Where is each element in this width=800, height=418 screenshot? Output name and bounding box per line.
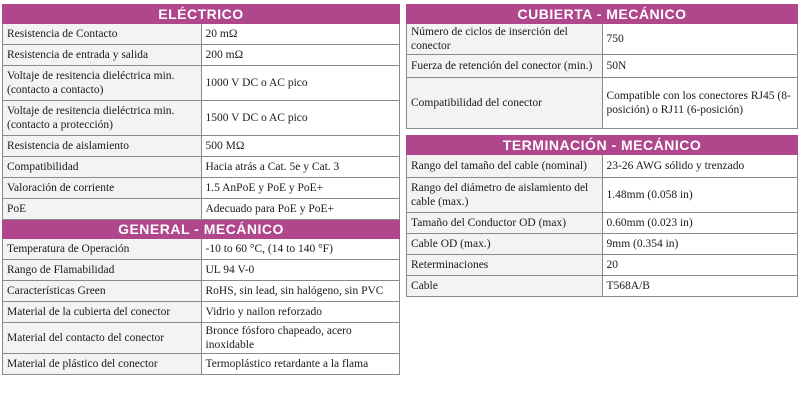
terminacion-header: TERMINACIÓN - MECÁNICO bbox=[407, 136, 798, 155]
spec-value: RoHS, sin lead, sin halógeno, sin PVC bbox=[201, 281, 400, 302]
spec-label: Características Green bbox=[3, 281, 202, 302]
spec-value: Termoplástico retardante a la flama bbox=[201, 354, 400, 375]
table-row bbox=[407, 78, 798, 129]
spec-value: 1000 V DC o AC pico bbox=[201, 66, 400, 101]
spec-label: Resistencia de aislamiento bbox=[3, 136, 202, 157]
spec-value: Compatible con los conectores RJ45 (8-posición) o RJ11 (6-posición) bbox=[602, 78, 798, 129]
table-row bbox=[3, 157, 400, 178]
table-row bbox=[3, 101, 400, 136]
table-row bbox=[3, 323, 400, 354]
spec-value: Bronce fósforo chapeado, acero inoxidable bbox=[201, 323, 400, 354]
spec-value: -10 to 60 °C, (14 to 140 °F) bbox=[201, 239, 400, 260]
spec-value: 1.48mm (0.058 in) bbox=[602, 178, 798, 213]
spec-label: Cable OD (max.) bbox=[407, 234, 603, 255]
spec-label: Rango de Flamabilidad bbox=[3, 260, 202, 281]
table-row bbox=[3, 178, 400, 199]
electrico-table bbox=[2, 4, 400, 375]
electrico-header: ELÉCTRICO bbox=[3, 5, 400, 24]
table-row bbox=[3, 24, 400, 45]
table-row bbox=[407, 24, 798, 55]
spec-value: T568A/B bbox=[602, 276, 798, 297]
table-row bbox=[3, 281, 400, 302]
spec-value: 1.5 AnPoE y PoE y PoE+ bbox=[201, 178, 400, 199]
spec-value: Adecuado para PoE y PoE+ bbox=[201, 199, 400, 220]
right-column bbox=[406, 4, 798, 297]
spec-label: Voltaje de resitencia dieléctrica min. (contacto a protección) bbox=[3, 101, 202, 136]
spec-value: UL 94 V-0 bbox=[201, 260, 400, 281]
spec-label: PoE bbox=[3, 199, 202, 220]
spec-label: Material de la cubierta del conector bbox=[3, 302, 202, 323]
cubierta-header: CUBIERTA - MECÁNICO bbox=[407, 5, 798, 24]
spec-label: Número de ciclos de inserción del conector bbox=[407, 24, 603, 55]
spec-label: Compatibilidad del conector bbox=[407, 78, 603, 129]
cubierta-table bbox=[406, 4, 798, 129]
spec-value: 500 MΩ bbox=[201, 136, 400, 157]
table-row bbox=[407, 276, 798, 297]
spec-value: 50N bbox=[602, 55, 798, 78]
table-row bbox=[3, 260, 400, 281]
table-row bbox=[3, 354, 400, 375]
table-row bbox=[407, 234, 798, 255]
table-row bbox=[407, 55, 798, 78]
spec-value: 750 bbox=[602, 24, 798, 55]
spec-label: Resistencia de Contacto bbox=[3, 24, 202, 45]
table-row bbox=[407, 213, 798, 234]
spec-label: Temperatura de Operación bbox=[3, 239, 202, 260]
table-row bbox=[3, 199, 400, 220]
spec-value: Hacia atrás a Cat. 5e y Cat. 3 bbox=[201, 157, 400, 178]
spec-value: 20 bbox=[602, 255, 798, 276]
table-row bbox=[407, 178, 798, 213]
spec-value: 0.60mm (0.023 in) bbox=[602, 213, 798, 234]
spec-label: Compatibilidad bbox=[3, 157, 202, 178]
spec-label: Material de plástico del conector bbox=[3, 354, 202, 375]
spec-label: Tamaño del Conductor OD (max) bbox=[407, 213, 603, 234]
table-row bbox=[3, 66, 400, 101]
spec-label: Fuerza de retención del conector (min.) bbox=[407, 55, 603, 78]
spec-value: 20 mΩ bbox=[201, 24, 400, 45]
spec-label: Resistencia de entrada y salida bbox=[3, 45, 202, 66]
table-row bbox=[407, 155, 798, 178]
spec-label: Valoración de corriente bbox=[3, 178, 202, 199]
spec-value: 1500 V DC o AC pico bbox=[201, 101, 400, 136]
table-row bbox=[3, 302, 400, 323]
table-row bbox=[3, 136, 400, 157]
spec-label: Rango del diámetro de aislamiento del cable (max.) bbox=[407, 178, 603, 213]
table-row bbox=[3, 45, 400, 66]
spec-label: Material del contacto del conector bbox=[3, 323, 202, 354]
table-row bbox=[407, 255, 798, 276]
spec-value: 200 mΩ bbox=[201, 45, 400, 66]
spec-label: Rango del tamaño del cable (nominal) bbox=[407, 155, 603, 178]
spec-value: 23-26 AWG sólido y trenzado bbox=[602, 155, 798, 178]
general-header: GENERAL - MECÁNICO bbox=[3, 220, 400, 239]
spec-value: 9mm (0.354 in) bbox=[602, 234, 798, 255]
table-row bbox=[3, 239, 400, 260]
spec-label: Reterminaciones bbox=[407, 255, 603, 276]
spec-value: Vidrio y nailon reforzado bbox=[201, 302, 400, 323]
left-column bbox=[2, 4, 400, 375]
spec-label: Voltaje de resitencia dieléctrica min. (contacto a contacto) bbox=[3, 66, 202, 101]
spec-label: Cable bbox=[407, 276, 603, 297]
terminacion-table bbox=[406, 135, 798, 297]
